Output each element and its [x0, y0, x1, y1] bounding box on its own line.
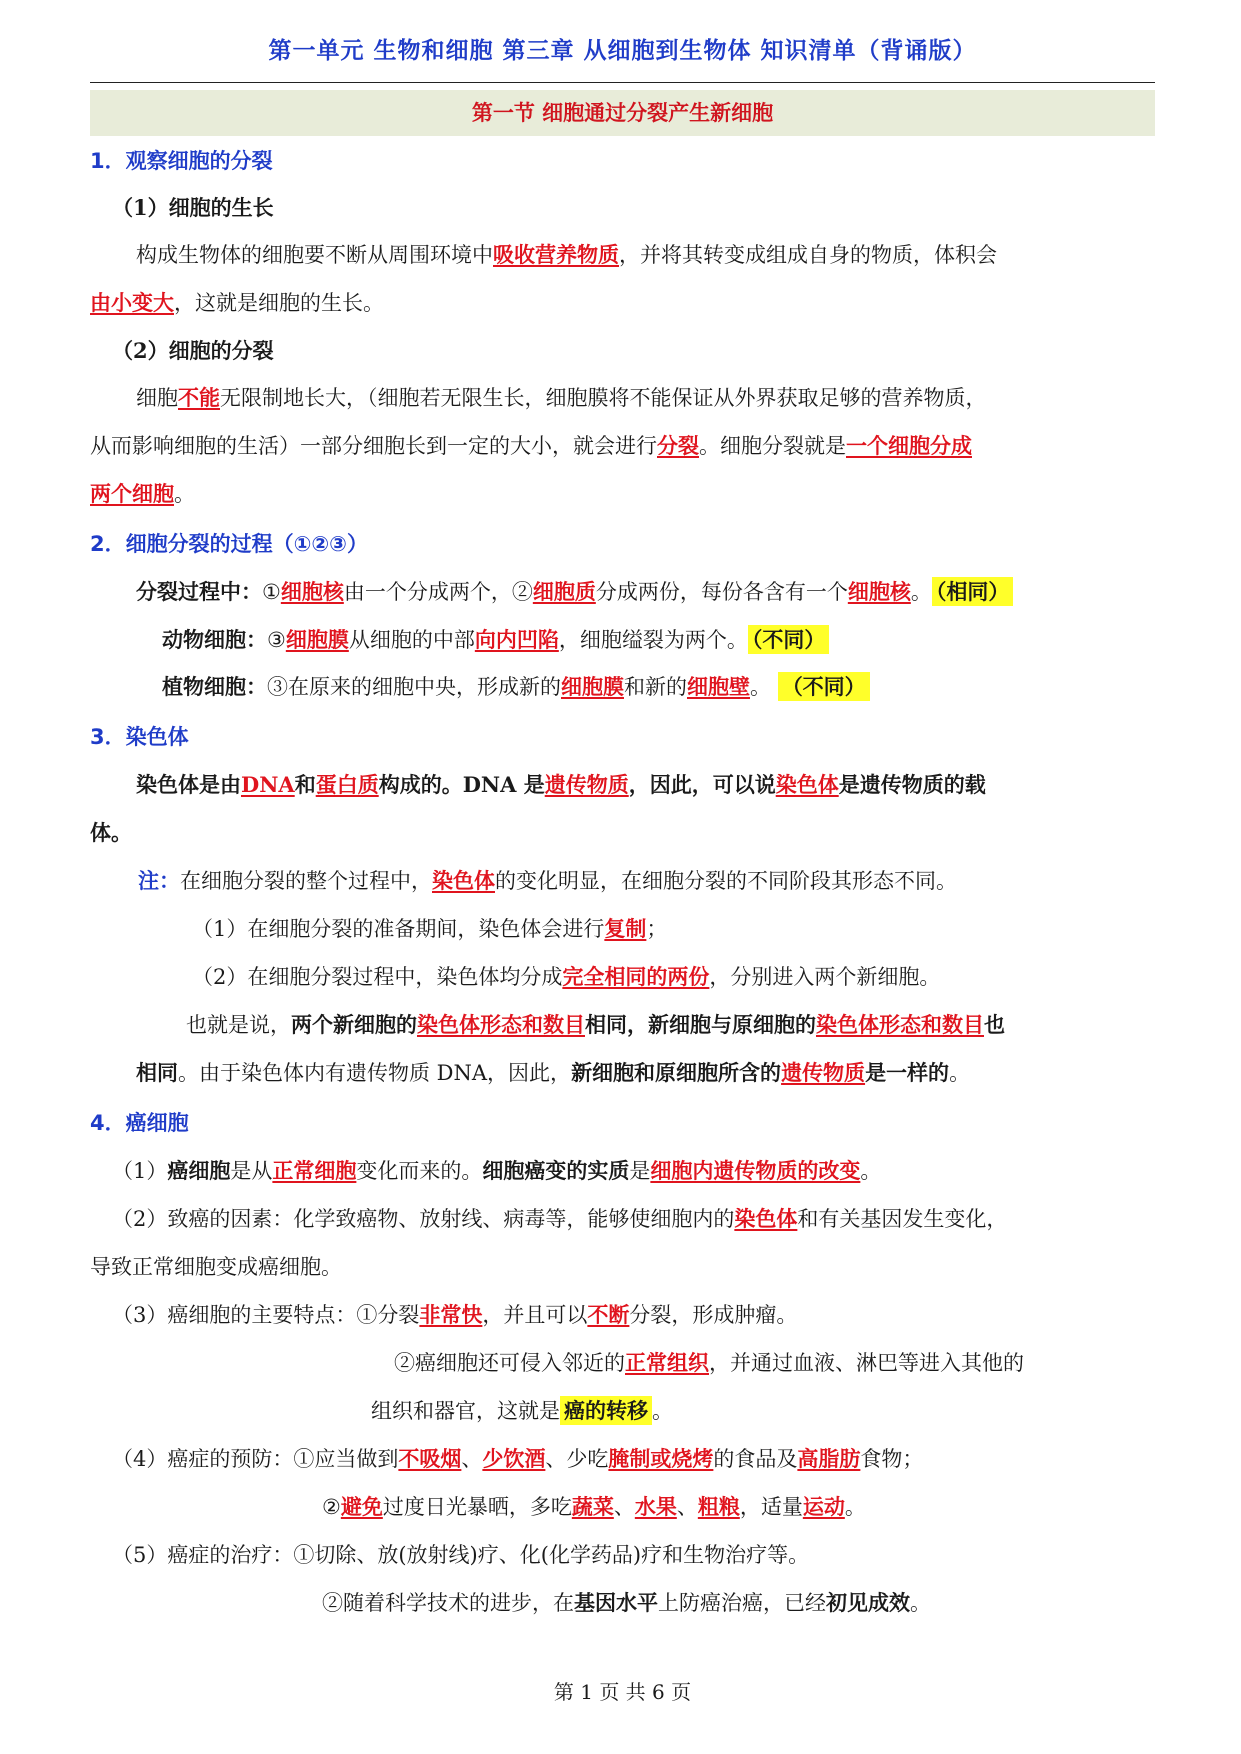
note-line-3: （2）在细胞分裂过程中，染色体均分成完全相同的两份，分别进入两个新细胞。 [192, 964, 941, 989]
note-line-5: 相同。由于染色体内有遗传物质 DNA，因此，新细胞和原细胞所含的遗传物质是一样的。 [136, 1060, 971, 1085]
cancer-item-2: （2）致癌的因素：化学致癌物、放射线、病毒等，能够使细胞内的染色体和有关基因发生变化， [112, 1206, 1008, 1231]
keyword: 正常组织 [625, 1350, 709, 1375]
subheading-growth: （1）细胞的生长 [112, 195, 274, 220]
keyword: 染色体 [432, 868, 495, 893]
cancer-item-3-c: 组织和器官，这就是 癌的转移 。 [371, 1398, 673, 1423]
keyword: 向内凹陷 [474, 627, 559, 652]
keyword: 不断 [587, 1302, 630, 1327]
keyword: 不能 [178, 385, 220, 410]
note-line-1: 注：在细胞分裂的整个过程中，染色体的变化明显，在细胞分裂的不同阶段其形态不同。 [138, 868, 957, 893]
cancer-item-1: （1）癌细胞是从正常细胞变化而来的。细胞癌变的实质是细胞内遗传物质的改变。 [112, 1158, 882, 1183]
keyword: 复制 [604, 916, 647, 941]
header-divider [90, 82, 1155, 83]
keyword: 染色体 [734, 1206, 798, 1231]
highlight-badge: （相同） [932, 577, 1014, 606]
highlight-badge: 癌的转移 [560, 1396, 652, 1425]
heading-1: 1．观察细胞的分裂 [90, 149, 273, 173]
cancer-item-5: （5）癌症的治疗：①切除、放(放射线)疗、化(化学药品)疗和生物治疗等。 [112, 1543, 810, 1567]
keyword: 细胞核 [280, 579, 344, 604]
plant-cell-line: 植物细胞：③在原来的细胞中央，形成新的细胞膜和新的细胞壁。 （不同） [162, 672, 870, 702]
note-label: 注： [138, 868, 180, 893]
paragraph-growth-2: 由小变大，这就是细胞的生长。 [90, 290, 384, 315]
keyword: 一个细胞分成 [846, 433, 972, 458]
keyword: 高脂肪 [797, 1446, 861, 1471]
page-number: 第 1 页 共 6 页 [553, 1680, 692, 1704]
cancer-item-3: （3）癌细胞的主要特点：①分裂非常快，并且可以不断分裂，形成肿瘤。 [112, 1302, 798, 1327]
keyword: 由小变大 [90, 290, 174, 315]
cancer-item-3-b: ②癌细胞还可侵入邻近的正常组织，并通过血液、淋巴等进入其他的 [394, 1350, 1024, 1375]
keyword: 细胞壁 [687, 674, 750, 699]
paragraph-division-3: 两个细胞。 [90, 481, 195, 506]
highlight-badge: （不同） [748, 625, 830, 654]
paragraph-division-1: 细胞不能无限制地长大，（细胞若无限生长，细胞膜将不能保证从外界获取足够的营养物质， [136, 385, 987, 410]
cancer-item-2-cont: 导致正常细胞变成癌细胞。 [90, 1255, 342, 1279]
keyword: 遗传物质 [781, 1060, 866, 1085]
subheading-division: （2）细胞的分裂 [112, 338, 274, 363]
keyword: 分裂 [657, 433, 699, 458]
division-process-line: 分裂过程中：①细胞核由一个分成两个，②细胞质分成两份，每份各含有一个细胞核。 （相同） [136, 577, 1013, 607]
keyword: 不吸烟 [398, 1446, 462, 1471]
highlight-badge: （不同） [778, 672, 870, 701]
document-title: 第一单元 生物和细胞 第三章 从细胞到生物体 知识清单（背诵版） [268, 38, 977, 64]
keyword: 正常细胞 [272, 1158, 357, 1183]
keyword: 遗传物质 [544, 772, 629, 797]
keyword: 染色体 [775, 772, 839, 797]
keyword: 染色体形态和数目 [417, 1012, 585, 1037]
heading-2: 2．细胞分裂的过程（①②③） [90, 532, 368, 556]
keyword: 完全相同的两份 [562, 964, 710, 989]
section-title: 第一节 细胞通过分裂产生新细胞 [90, 90, 1155, 136]
note-line-4: 也就是说，两个新细胞的染色体形态和数目相同，新细胞与原细胞的染色体形态和数目也 [186, 1012, 1005, 1037]
keyword: 细胞膜 [561, 674, 624, 699]
keyword: 细胞内遗传物质的改变 [650, 1158, 861, 1183]
keyword: 蔬菜 [571, 1494, 614, 1519]
keyword: 染色体形态和数目 [816, 1012, 984, 1037]
chromosome-para-1: 染色体是由DNA和蛋白质构成的。DNA 是遗传物质，因此，可以说染色体是遗传物质的载 [136, 772, 986, 797]
note-line-2: （1）在细胞分裂的准备期间，染色体会进行复制； [192, 916, 668, 941]
heading-3: 3．染色体 [90, 725, 189, 749]
keyword: 水果 [634, 1494, 677, 1519]
keyword: 细胞膜 [285, 627, 349, 652]
keyword: 非常快 [419, 1302, 483, 1327]
keyword: 细胞质 [532, 579, 596, 604]
keyword: 避免 [340, 1494, 383, 1519]
cancer-item-4: （4）癌症的预防：①应当做到不吸烟、少饮酒、少吃腌制或烧烤的食品及高脂肪食物； [112, 1446, 924, 1471]
keyword: 细胞核 [847, 579, 911, 604]
paragraph-growth-1: 构成生物体的细胞要不断从周围环境中吸收营养物质，并将其转变成组成自身的物质，体积会 [136, 242, 997, 267]
keyword: DNA [241, 772, 295, 797]
paragraph-division-2: 从而影响细胞的生活）一部分细胞长到一定的大小，就会进行分裂。细胞分裂就是一个细胞分成 [90, 433, 972, 458]
keyword: 粗粮 [697, 1494, 740, 1519]
keyword: 腌制或烧烤 [608, 1446, 714, 1471]
animal-cell-line: 动物细胞：③细胞膜从细胞的中部向内凹陷，细胞缢裂为两个。 （不同） [162, 625, 829, 655]
chromosome-para-2: 体。 [90, 820, 132, 845]
keyword: 吸收营养物质 [493, 242, 619, 267]
cancer-item-5-b: ②随着科学技术的进步，在基因水平上防癌治癌，已经初见成效。 [322, 1590, 931, 1615]
keyword: 两个细胞 [90, 481, 174, 506]
keyword: 运动 [802, 1494, 845, 1519]
heading-4: 4．癌细胞 [90, 1111, 189, 1135]
cancer-item-4-b: ②避免过度日光暴晒，多吃蔬菜、水果、粗粮，适量运动。 [322, 1494, 866, 1519]
keyword: 少饮酒 [482, 1446, 546, 1471]
keyword: 蛋白质 [315, 772, 379, 797]
